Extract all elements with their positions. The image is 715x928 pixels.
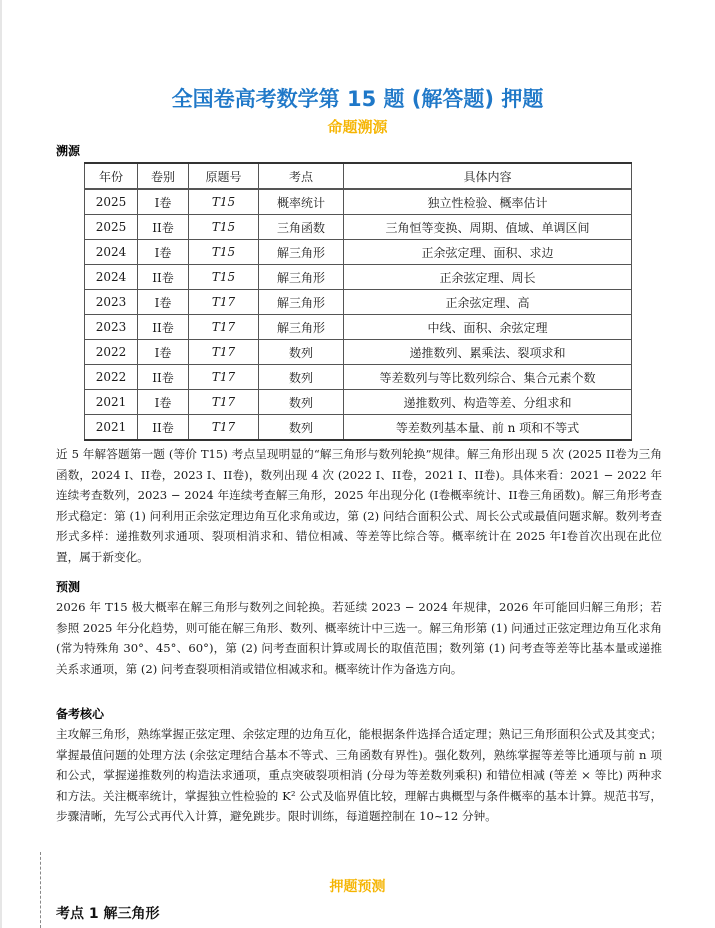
cell-question: T17 xyxy=(189,340,259,365)
cell-paper: I卷 xyxy=(138,390,189,415)
cell-paper: II卷 xyxy=(138,265,189,290)
cell-question: T17 xyxy=(189,390,259,415)
page-title: 全国卷高考数学第 15 题 (解答题) 押题 xyxy=(171,87,544,111)
section-title-origin: 命题溯源 xyxy=(327,118,388,136)
cell-content: 递推数列、累乘法、裂项求和 xyxy=(344,340,632,365)
source-summary: 近 5 年解答题第一题 (等价 T15) 考点呈现明显的“解三角形与数列轮换”规律。解三角形出现 5 次 (2025 II卷为三角函数，2024 I、II卷，2023 I、II卷)，数列出现 4 次 (2022 I、II卷，2021 I、II卷)。具体来看：2021 − 2022 年连续考查数列，2023 − 2024 年连续考查解三角形，2025 年出现分化 (I卷概率统计、II卷三角函数)。解三角形考查形式稳定：第 (1) 问利用正余弦定理边角互化求角或边，第 (2) 问结合面积公式、周长公式或最值问题求解。数列考查形式多样：递推数列求通项、裂项相消求和、错位相减、等差等比综合等。概率统计在 2025 年I卷首次出现在此位置，属于新变化。 xyxy=(56,447,662,564)
cell-question: T15 xyxy=(189,240,259,265)
table-row xyxy=(85,340,632,365)
table-row xyxy=(85,189,632,215)
cell-question: T17 xyxy=(189,315,259,340)
core-text: 主攻解三角形，熟练掌握正弦定理、余弦定理的边角互化，能根据条件选择合适定理；熟记三角形面积公式及其变式；掌握最值问题的处理方法 (余弦定理结合基本不等式、三角函数有界性)。强化数列，熟练掌握等差等比通项与前 n 项和公式，掌握递推数列的构造法求通项，重点突破裂项相消 (分母为等差数列乘积) 和错位相减 (等差 × 等比) 两种求和方法。关注概率统计，掌握独立性检验的 K² 公式及临界值比较，理解古典概型与条件概率的基本计算。规范书写，步骤清晰，先写公式再代入计算，避免跳步。限时训练，每道题控制在 10~12 分钟。 xyxy=(56,727,662,824)
cell-paper: I卷 xyxy=(138,240,189,265)
cell-content: 中线、面积、余弦定理 xyxy=(344,315,632,340)
table-row xyxy=(85,315,632,340)
cell-year: 2021 xyxy=(85,390,138,415)
cell-question: T15 xyxy=(189,189,259,215)
cell-topic: 数列 xyxy=(259,365,344,390)
cell-paper: I卷 xyxy=(138,290,189,315)
cell-content: 正余弦定理、面积、求边 xyxy=(344,240,632,265)
cell-topic: 数列 xyxy=(259,390,344,415)
cell-year: 2021 xyxy=(85,415,138,441)
cell-topic: 解三角形 xyxy=(259,240,344,265)
cell-question: T15 xyxy=(189,215,259,240)
cell-content: 正余弦定理、周长 xyxy=(344,265,632,290)
source-heading: 溯源 xyxy=(56,144,81,158)
cell-paper: II卷 xyxy=(138,215,189,240)
topic-heading: 考点 1 解三角形 xyxy=(56,906,160,922)
cell-question: T15 xyxy=(189,265,259,290)
cell-year: 2022 xyxy=(85,365,138,390)
table-row xyxy=(85,415,632,441)
column-header: 年份 xyxy=(85,163,138,189)
cell-topic: 解三角形 xyxy=(259,265,344,290)
table-row xyxy=(85,365,632,390)
column-header: 具体内容 xyxy=(344,163,632,189)
table-row xyxy=(85,215,632,240)
cell-content: 递推数列、构造等差、分组求和 xyxy=(344,390,632,415)
cell-year: 2025 xyxy=(85,189,138,215)
cell-paper: II卷 xyxy=(138,415,189,441)
cell-year: 2023 xyxy=(85,315,138,340)
cell-paper: I卷 xyxy=(138,189,189,215)
forecast-heading: 预测 xyxy=(56,580,81,594)
cell-content: 等差数列基本量、前 n 项和不等式 xyxy=(344,415,632,441)
cell-content: 独立性检验、概率估计 xyxy=(344,189,632,215)
column-header: 卷别 xyxy=(138,163,189,189)
cell-paper: I卷 xyxy=(138,340,189,365)
cell-content: 等差数列与等比数列综合、集合元素个数 xyxy=(344,365,632,390)
cell-topic: 三角函数 xyxy=(259,215,344,240)
cell-paper: II卷 xyxy=(138,365,189,390)
table-row xyxy=(85,390,632,415)
column-header: 考点 xyxy=(259,163,344,189)
cell-content: 三角恒等变换、周期、值域、单调区间 xyxy=(344,215,632,240)
cell-question: T17 xyxy=(189,290,259,315)
cell-year: 2022 xyxy=(85,340,138,365)
cell-paper: II卷 xyxy=(138,315,189,340)
cell-question: T17 xyxy=(189,415,259,441)
cell-topic: 数列 xyxy=(259,340,344,365)
cell-topic: 数列 xyxy=(259,415,344,441)
cell-year: 2025 xyxy=(85,215,138,240)
table-header-row xyxy=(85,163,632,189)
page-left-edge xyxy=(0,0,2,928)
forecast-text: 2026 年 T15 极大概率在解三角形与数列之间轮换。若延续 2023 − 2024 年规律，2026 年可能回归解三角形；若参照 2025 年分化趋势，则可能在解三角形、数列、概率统计中三选一。解三角形第 (1) 问通过正弦定理边角互化求角 (常为特殊角 30°、45°、60°)，第 (2) 问考查面积计算或周长的取值范围；数列第 (1) 问考查等差等比基本量或递推关系求通项，第 (2) 问考查裂项相消或错位相减求和。概率统计作为备选方向。 xyxy=(56,600,662,676)
cell-topic: 解三角形 xyxy=(259,290,344,315)
exam-source-table xyxy=(84,162,632,441)
column-header: 原题号 xyxy=(189,163,259,189)
cell-topic: 概率统计 xyxy=(259,189,344,215)
cell-year: 2024 xyxy=(85,240,138,265)
core-heading: 备考核心 xyxy=(56,707,105,721)
table-row xyxy=(85,265,632,290)
cell-topic: 解三角形 xyxy=(259,315,344,340)
cell-question: T17 xyxy=(189,365,259,390)
table-row xyxy=(85,290,632,315)
cell-content: 正余弦定理、高 xyxy=(344,290,632,315)
cell-year: 2023 xyxy=(85,290,138,315)
table-row xyxy=(85,240,632,265)
cell-year: 2024 xyxy=(85,265,138,290)
section-title-prediction: 押题预测 xyxy=(329,879,386,895)
